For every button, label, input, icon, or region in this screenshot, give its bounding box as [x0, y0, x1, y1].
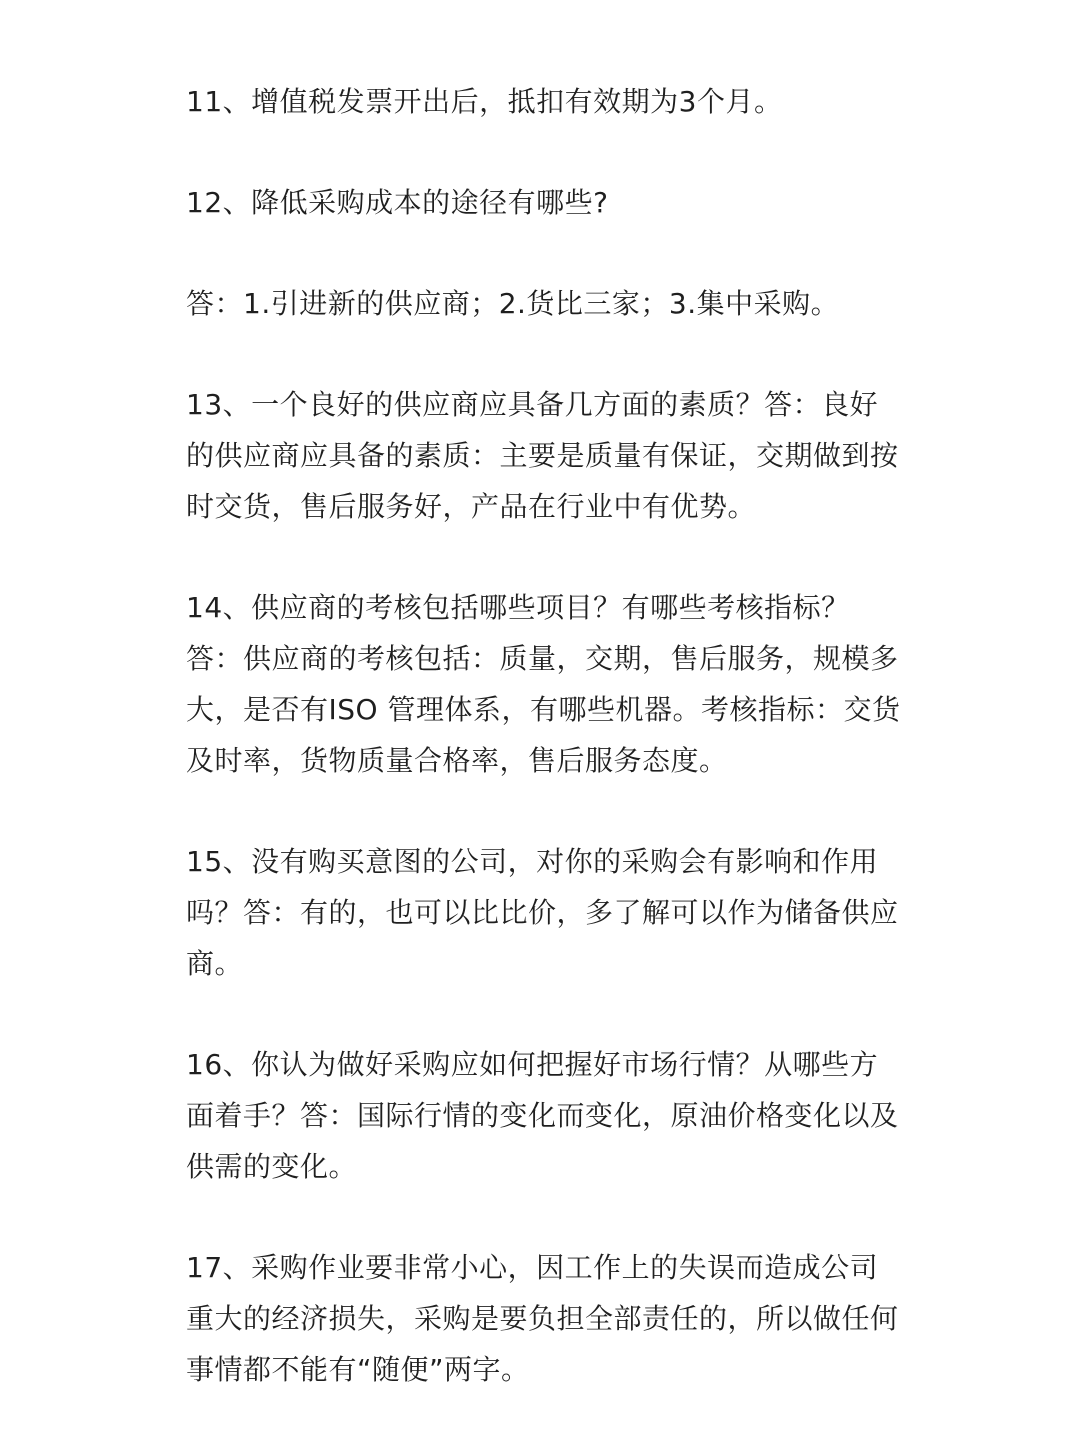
paragraph-item-11: 11、增值税发票开出后，抵扣有效期为3个月。	[186, 85, 783, 118]
paragraph-item-13: 13、一个良好的供应商应具备几方面的素质？答：良好的供应商应具备的素质：主要是质量有保证，交期做到按时交货，售后服务好，产品在行业中有优势。	[186, 388, 899, 523]
paragraph-item-17: 17、采购作业要非常小心，因工作上的失误而造成公司重大的经济损失，采购是要负担全部责任的，所以做任何事情都不能有“随便”两字。	[186, 1251, 899, 1386]
paragraph-item-12: 12、降低采购成本的途径有哪些?	[186, 186, 609, 219]
paragraph-item-14: 14、供应商的考核包括哪些项目？有哪些考核指标？答：供应商的考核包括：质量，交期，售后服务，规模多大，是否有ISO 管理体系，有哪些机器。考核指标：交货及时率，货物质量合格率，售后服务态度。	[186, 591, 901, 777]
paragraph-answer-12: 答：1.引进新的供应商；2.货比三家；3.集中采购。	[186, 287, 840, 320]
paragraph-item-16: 16、你认为做好采购应如何把握好市场行情？从哪些方面着手？答：国际行情的变化而变化，原油价格变化以及供需的变化。	[186, 1048, 899, 1183]
paragraph-item-15: 15、没有购买意图的公司，对你的采购会有影响和作用吗？答：有的，也可以比比价，多了解可以作为储备供应商。	[186, 845, 899, 980]
document-body	[186, 76, 901, 1395]
